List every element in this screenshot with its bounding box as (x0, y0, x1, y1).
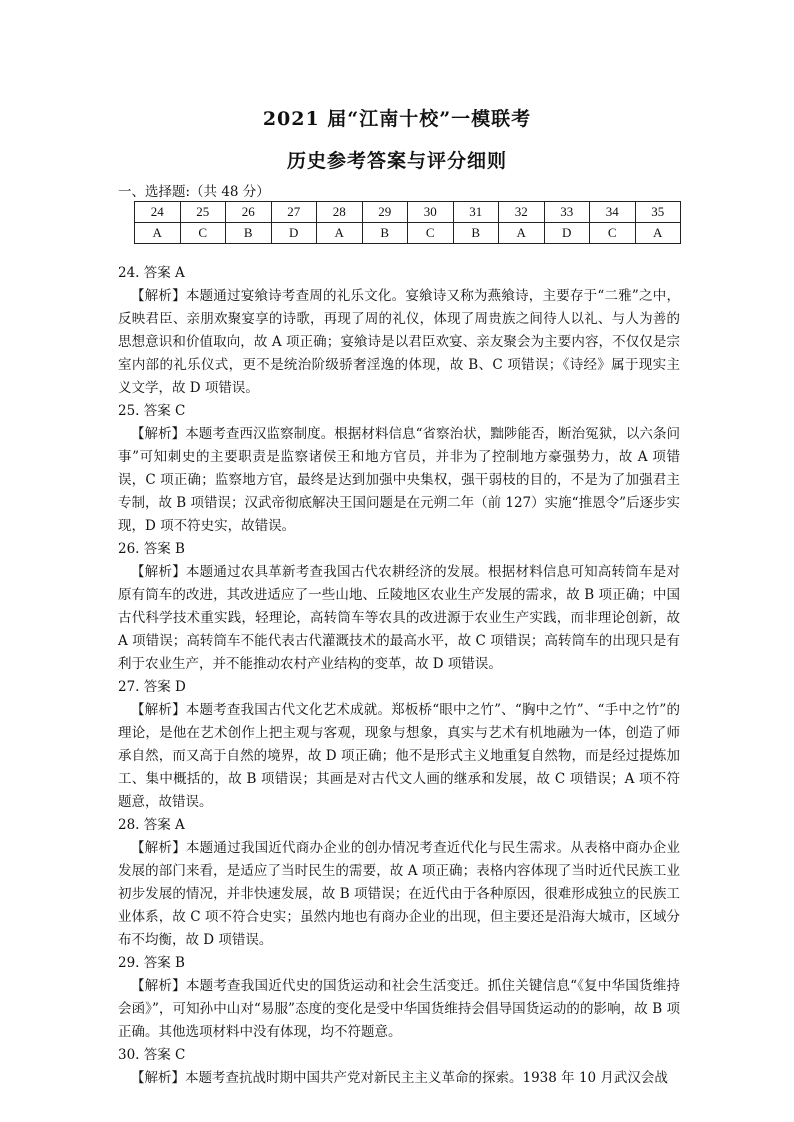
question-number: 33 (544, 202, 590, 223)
answer-table-number-row (135, 202, 681, 223)
answer-label: 29. 答案 B (118, 955, 185, 971)
answer-label: 28. 答案 A (118, 817, 185, 833)
analysis-paragraph: 【解析】本题考查我国近代史的国货运动和社会生活变迁。抓住关键信息“《复中华国货维持会函》”，可知孙中山对“易服”态度的变化是受中华国货维持会倡导国货运动的的影响，故 B 项正确。其他选项材料中没有体现，均不符题意。 (118, 978, 680, 1040)
question-number: 31 (453, 202, 499, 223)
answer-label: 27. 答案 D (118, 679, 186, 695)
question-number: 26 (226, 202, 272, 223)
answer-cell: B (362, 223, 408, 244)
analysis-paragraph: 【解析】本题考查我国古代文化艺术成就。郑板桥“眼中之竹”、“胸中之竹”、“手中之竹”的理论，是他在艺术创作上把主观与客观，现象与想象，真实与艺术有机地融为一体，创造了师承自然，而又高于自然的境界，故 D 项正确；他不是形式主义地重复自然物，而是经过提炼加工、集中概括的，故 B 项错误；其画是对古代文人画的继承和发展，故 C 项错误；A 项不符题意，故错误。 (118, 702, 680, 810)
question-number: 24 (135, 202, 181, 223)
question-number: 29 (362, 202, 408, 223)
answer-cell: B (226, 223, 272, 244)
answer-table-answer-row (135, 223, 681, 244)
question-number: 30 (408, 202, 454, 223)
answer-label: 25. 答案 C (118, 403, 186, 419)
question-number: 28 (317, 202, 363, 223)
answer-cell: B (453, 223, 499, 244)
analysis-paragraph: 【解析】本题通过我国近代商办企业的创办情况考查近代化与民生需求。从表格中商办企业发展的部门来看，是适应了当时民生的需要，故 A 项正确；表格内容体现了当时近代民族工业初步发展的情况，并非快速发展，故 B 项错误；在近代由于各种原因，很难形成独立的民族工业体系，故 C 项不符合史实；虽然内地也有商办企业的出现，但主要还是沿海大城市，区域分布不均衡，故 D 项错误。 (118, 840, 680, 948)
answer-cell: A (135, 223, 181, 244)
answer-cell: A (635, 223, 681, 244)
page-subtitle: 历史参考答案与评分细则 (286, 150, 507, 172)
answer-cell: C (590, 223, 636, 244)
answer-label: 26. 答案 B (118, 541, 185, 557)
question-number: 27 (271, 202, 317, 223)
question-number: 32 (499, 202, 545, 223)
question-number: 25 (180, 202, 226, 223)
answer-cell: D (271, 223, 317, 244)
analysis-paragraph: 【解析】本题考查西汉监察制度。根据材料信息“省察治状，黜陟能否，断治冤狱，以六条问事”可知刺史的主要职责是监察诸侯王和地方官员，并非为了控制地方豪强势力，故 A 项错误，C 项正确；监察地方官，最终是达到加强中央集权，强干弱枝的目的，不是为了加强君主专制，故 B 项错误；汉武帝彻底解决王国问题是在元朔二年（前 127）实施“推恩令”后逐步实现，D 项不符史实，故错误。 (118, 426, 680, 534)
answer-cell: A (317, 223, 363, 244)
answer-cell: A (499, 223, 545, 244)
answer-cell: C (180, 223, 226, 244)
answer-explanations (118, 262, 680, 1090)
page-title: 2021 届“江南十校”一模联考 (262, 108, 532, 130)
question-number: 35 (635, 202, 681, 223)
answer-cell: C (408, 223, 454, 244)
answer-label: 30. 答案 C (118, 1047, 186, 1063)
answer-cell: D (544, 223, 590, 244)
analysis-paragraph: 【解析】本题通过农具革新考查我国古代农耕经济的发展。根据材料信息可知高转筒车是对原有筒车的改进，其改进适应了一些山地、丘陵地区农业生产发展的需求，故 B 项正确；中国古代科学技术重实践，轻理论，高转筒车等农具的改进源于农业生产实践，而非理论创新，故 A 项错误；高转筒车不能代表古代灌溉技术的最高水平，故 C 项错误；高转筒车的出现只是有利于农业生产，并不能推动农村产业结构的变革，故 D 项错误。 (118, 564, 680, 672)
analysis-paragraph: 【解析】本题通过宴飨诗考查周的礼乐文化。宴飨诗又称为燕飨诗，主要存于“二雅”之中，反映君臣、亲朋欢聚宴享的诗歌，再现了周的礼仪，体现了周贵族之间待人以礼、与人为善的思想意识和价值取向，故 A 项正确；宴飨诗是以君臣欢宴、亲友聚会为主要内容，不仅仅是宗室内部的礼乐仪式，更不是统治阶级骄奢淫逸的体现，故 B、C 项错误；《诗经》属于现实主义文学，故 D 项错误。 (118, 288, 680, 396)
section-heading: 一、选择题:（共 48 分） (118, 184, 270, 200)
analysis-paragraph: 【解析】本题考查抗战时期中国共产党对新民主主义革命的探索。1938 年 10 月武汉会战 (131, 1070, 668, 1086)
answer-label: 24. 答案 A (118, 265, 185, 281)
answer-table (134, 201, 681, 244)
question-number: 34 (590, 202, 636, 223)
